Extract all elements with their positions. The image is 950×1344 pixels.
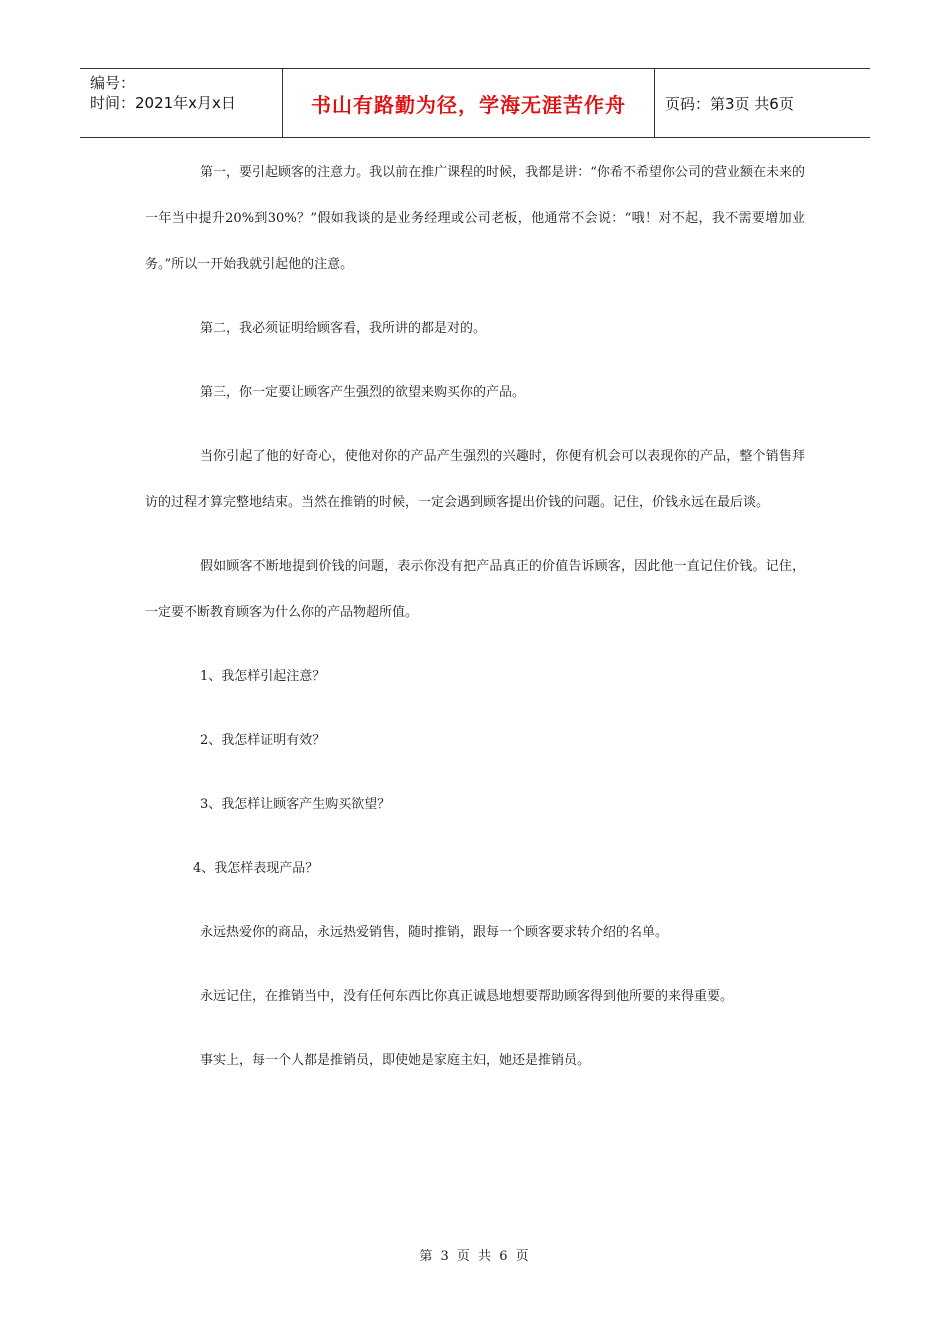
header-page-info: 页码：第3页 共6页 xyxy=(665,94,794,113)
paragraph-2: 第二，我必须证明给顾客看，我所讲的都是对的。 xyxy=(200,321,487,336)
paragraph-1: 第一，要引起顾客的注意力。我以前在推广课程的时候，我都是讲：“你希不希望你公司的营业额在未来的一年当中提升20%到30%？”假如我谈的是业务经理或公司老板，他通常不会说：“哦！对不起，我不需要增加业务。”所以一开始我就引起他的注意。 xyxy=(145,165,805,272)
paragraph-5: 假如顾客不断地提到价钱的问题，表示你没有把产品真正的价值告诉顾客，因此他一直记住价钱。记住，一定要不断教育顾客为什么你的产品物超所值。 xyxy=(145,559,805,620)
list-item-2: 2、我怎样证明有效？ xyxy=(200,733,326,748)
paragraph-4: 当你引起了他的好奇心，使他对你的产品产生强烈的兴趣时，你便有机会可以表现你的产品，整个销售拜访的过程才算完整地结束。当然在推销的时候，一定会遇到顾客提出价钱的问题。记住，价钱永远在最后谈。 xyxy=(145,449,805,510)
paragraph-3: 第三，你一定要让顾客产生强烈的欲望来购买你的产品。 xyxy=(200,385,526,400)
paragraph-7: 永远记住，在推销当中，没有任何东西比你真正诚恳地想要帮助顾客得到他所要的来得重要。 xyxy=(200,989,734,1004)
list-item-3: 3、我怎样让顾客产生购买欲望？ xyxy=(200,797,391,812)
paragraph-6: 永远热爱你的商品，永远热爱销售，随时推销，跟每一个顾客要求转介绍的名单。 xyxy=(200,925,669,940)
document-number-label: 编号： xyxy=(90,74,136,92)
header-motto: 书山有路勤为径，学海无涯苦作舟 xyxy=(282,69,655,137)
header-meta xyxy=(80,69,282,137)
list-item-4: 4、我怎样表现产品？ xyxy=(193,861,319,876)
list-item-1: 1、我怎样引起注意？ xyxy=(200,669,326,684)
page-footer: 第 3 页 共 6 页 xyxy=(419,1249,531,1264)
document-date: 时间：2021年x月x日 xyxy=(90,94,236,112)
page-header xyxy=(80,68,870,138)
document-body xyxy=(145,150,805,1084)
paragraph-8: 事实上，每一个人都是推销员，即使她是家庭主妇，她还是推销员。 xyxy=(200,1053,591,1068)
